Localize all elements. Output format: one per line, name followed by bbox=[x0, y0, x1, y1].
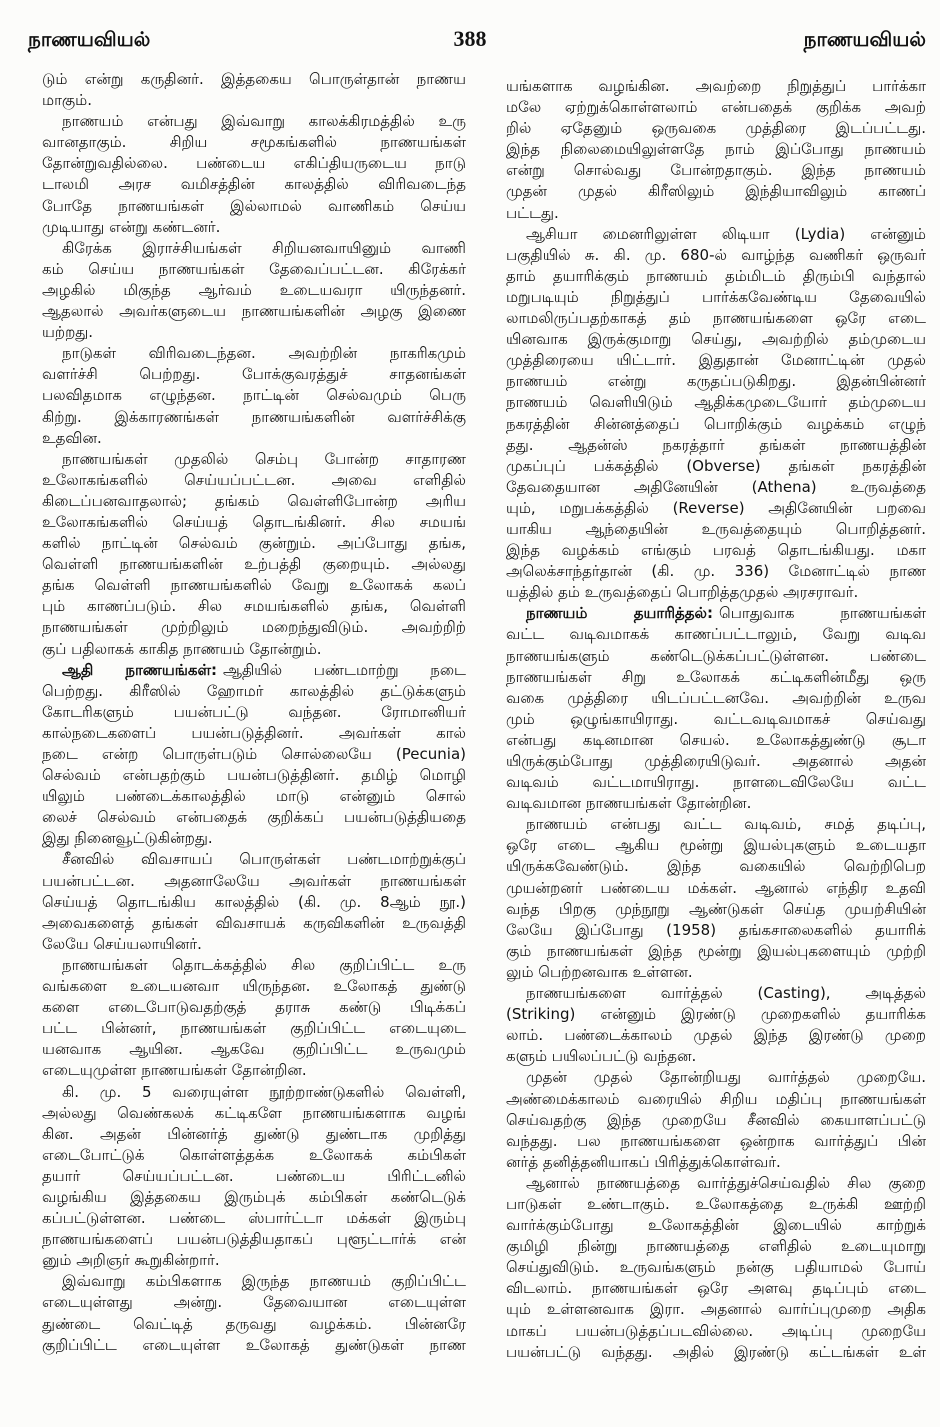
text-line: னும் அறிஞர் கூறுகின்றார். bbox=[42, 1251, 220, 1270]
text-line: என்பது கடினமான செயல். உலோகத்துண்டு சூடா bbox=[506, 730, 926, 749]
text-line: எடையுள்ளது அன்று. தேவையான எடையுள்ள bbox=[42, 1293, 466, 1312]
text-line: லேயே செய்யலாயினர். bbox=[42, 934, 202, 953]
text-line: வடிவமான நாணயங்கள் தோன்றின. bbox=[506, 794, 752, 813]
text-line: பட்ட பின்னர், நாணயங்கள் குறிப்பிட்ட எடையுடை bbox=[42, 1019, 466, 1038]
text-line: டும் என்று கருதினர். இத்தகைய பொருள்தான் நாணய bbox=[42, 70, 466, 88]
text-line: லாமலிருப்பதற்காகத் தம் நாணயங்களை ஒரே எடை bbox=[506, 309, 926, 328]
text-line: யற்றது. bbox=[42, 323, 94, 342]
text-line: வார்க்கும்போது உலோகத்தின் இடையில் காற்றுக் bbox=[506, 1216, 926, 1235]
text-line: உலோகங்களில் செய்யப்பட்டன. அவை எளிதில் bbox=[42, 470, 466, 489]
text-line: வந்தது. பல நாணயங்களை ஒன்றாக வார்த்துப் பின் bbox=[506, 1131, 926, 1150]
text-line: கம் செய்ய நாணயங்கள் தேவைப்பட்டன. கிரேக்கர் bbox=[42, 259, 466, 278]
text-line: மலே ஏற்றுக்கொள்ளலாம் என்பதைக் குறிக்க அவற் bbox=[506, 98, 926, 117]
text-line: ஆதலால் அவர்களுடைய நாணயங்களின் அழகு இணை bbox=[42, 302, 466, 321]
text-line: அண்மைக்காலம் வரையில் சிறிய மதிப்பு நாணயங்கள் bbox=[506, 1089, 926, 1108]
text-line: பயன்பட்டு வந்தது. அதில் இரண்டு கட்டங்கள் உள் bbox=[506, 1342, 926, 1361]
running-head-left: நாணயவியல் bbox=[28, 27, 151, 51]
paragraph bbox=[42, 849, 466, 954]
text-line: நாணயங்கள் முதலில் செம்பு போன்ற சாதாரண bbox=[62, 449, 466, 468]
text-line: யும், மறுபக்கத்தில் (Reverse) அதினேயின் பறவை bbox=[506, 498, 926, 517]
text-line: செய்யத் தொடங்கிய காலத்தில் (கி. மு. 8ஆம் நூ.) bbox=[42, 892, 466, 911]
text-line: நாணயம் வெளியிடும் ஆதிக்கமுடையோர் தம்முடைய bbox=[506, 393, 926, 412]
text-line: நாணயங்களும் கண்டெடுக்கப்பட்டுள்ளன. பண்டை bbox=[506, 646, 926, 665]
text-line: அலெக்சாந்தர்தான் (கி. மு. 336) மேனாட்டில் நாண bbox=[506, 562, 926, 581]
text-line: கிற்று. இக்காரணங்கள் நாணயங்களின் வளர்ச்சிக்கு bbox=[42, 407, 466, 426]
text-line: வழங்கிய இத்தகைய இரும்புக் கம்பிகள் கண்டெடுக் bbox=[42, 1187, 466, 1206]
text-line: போதே நாணயங்கள் இல்லாமல் வாணிகம் செய்ய bbox=[42, 196, 466, 215]
text-line: லைச் செல்வம் என்பதைக் குறிக்கப் பயன்படுத்தியதை bbox=[42, 808, 466, 827]
text-line: பாடுகள் உண்டாகும். உலோகத்தை உருக்கி ஊற்றி bbox=[506, 1194, 926, 1213]
text-line: முதன் முதல் தோன்றியது வார்த்தல் முறையே. bbox=[526, 1068, 926, 1087]
paragraph bbox=[506, 603, 926, 814]
text-line: யத்தில் தம் உருவத்தைப் பொறித்தமுதல் அரசராவர். bbox=[506, 583, 859, 602]
text-line: கும் நாணயங்கள் இந்த மூன்று இயல்புகளையும் முற்றி bbox=[506, 941, 926, 960]
text-line: யும் உள்ளனவாக இரா. அதனால் வார்ப்புமுறை அதிக bbox=[506, 1300, 926, 1319]
text-line: முயன்றனர் பண்டைய மக்கள். ஆனால் எந்திர உதவி bbox=[506, 878, 926, 897]
text-line: டாலமி அரச வமிசத்தின் காலத்தில் விரிவடைந்த bbox=[42, 175, 466, 194]
text-line: வகை முத்திரை யிடப்பட்டனவே. அவற்றின் உருவ bbox=[506, 688, 926, 707]
paragraph bbox=[42, 955, 466, 1082]
text-line: குப் பதிலாகக் காகித நாணயம் தோன்றும். bbox=[42, 639, 322, 658]
paragraph bbox=[506, 1173, 926, 1363]
text-line: என்று சொல்வது போன்றதாகும். இந்த நாணயம் bbox=[506, 161, 926, 180]
text-line: மாகப் பயன்படுத்தப்படவில்லை. அடிப்பு முறையே bbox=[506, 1321, 926, 1340]
text-line: இந்த வழக்கம் எங்கும் பரவத் தொடங்கியது. மகா bbox=[506, 541, 926, 560]
paragraph bbox=[42, 69, 466, 111]
text-line: அல்லது வெண்கலக் கட்டிகளே நாணயங்களாக வழங் bbox=[42, 1103, 466, 1122]
text-line: இது நினைவூட்டுகின்றது. bbox=[42, 829, 213, 848]
text-line: தங்க வெள்ளி நாணயங்களில் வேறு உலோகக் கலப் bbox=[42, 576, 466, 595]
text-line: ஆசியா மைனரிலுள்ள லிடியா (Lydia) என்னும் bbox=[526, 224, 926, 243]
text-line: லும் பெற்றனவாக உள்ளன. bbox=[506, 962, 693, 981]
text-line: நாணயங்களை வார்த்தல் (Casting), அடித்தல் bbox=[526, 984, 926, 1003]
text-line: லாம். பண்டைக்காலம் முதல் இந்த இரண்டு முறை bbox=[506, 1026, 926, 1045]
text-line-body: ஆதியில் பண்டமாற்று நடை bbox=[223, 660, 466, 679]
paragraph bbox=[42, 111, 466, 238]
text-line: கி. மு. 5 வரையுள்ள நூற்றாண்டுகளில் வெள்ளி, bbox=[62, 1082, 466, 1101]
text-line: வளர்ச்சி பெற்றது. போக்குவரத்துச் சாதனங்கள் bbox=[42, 365, 466, 384]
text-line: நடை என்ற பொருள்படும் சொல்லையே (Pecunia) bbox=[42, 745, 466, 763]
text-line: தயார் செய்யப்பட்டன. பண்டைய பிரிட்டனில் bbox=[42, 1166, 466, 1185]
text-line: இவ்வாறு கம்பிகளாக இருந்த நாணயம் குறிப்பிட்ட bbox=[62, 1272, 466, 1291]
text-line: தாம் தயாரிக்கும் நாணயம் தம்மிடம் திரும்பி வந்தால் bbox=[506, 266, 926, 285]
paragraph bbox=[42, 238, 466, 343]
text-line: எடைபோட்டுக் கொள்ளத்தக்க உலோகக் கம்பிகள் bbox=[42, 1145, 466, 1164]
right-column bbox=[506, 76, 926, 1363]
text-line: இந்த நிலைமையிலுள்ளதே நாம் இப்போது நாணயம் bbox=[506, 140, 926, 159]
text-line: நாணயங்கள் முற்றிலும் மறைந்துவிடும். அவற்றிற் bbox=[42, 618, 466, 637]
text-line: முதன் முதல் கிரீஸிலும் இந்தியாவிலும் காணப் bbox=[506, 182, 926, 201]
text-line: லேயே இப்போது (1958) தங்கசாலைகளில் தயாரிக் bbox=[506, 920, 926, 939]
text-line: (Striking) என்னும் இரண்டு முறைகளில் தயாரிக்க bbox=[506, 1005, 926, 1024]
left-column bbox=[42, 69, 466, 1356]
text-line: தேவதையான அதினேயின் (Athena) உருவத்தை bbox=[506, 477, 926, 496]
running-head-right: நாணயவியல் bbox=[803, 27, 926, 51]
text-line: யிருக்கவேண்டும். இந்த வகையில் வெற்றிபெற bbox=[506, 857, 926, 876]
paragraph bbox=[42, 343, 466, 448]
text-line: றில் ஏதேனும் ஒருவகை முத்திரை இடப்பட்டது. bbox=[506, 119, 926, 138]
paragraph bbox=[506, 983, 926, 1067]
text-line bbox=[42, 660, 466, 681]
text-line: நாணயங்கள் தொடக்கத்தில் சில குறிப்பிட்ட உரு bbox=[62, 955, 466, 974]
text-line: பலவிதமாக எழுந்தன. நாட்டின் செல்வமும் பெரு bbox=[42, 386, 466, 405]
text-line: வெள்ளி நாணயங்களின் உற்பத்தி குறையும். அல்லது bbox=[42, 555, 466, 574]
text-line: னர்த் தனித்தனியாகப் பிரித்துக்கொள்வர். bbox=[506, 1152, 781, 1171]
paragraph bbox=[42, 1082, 466, 1272]
text-line: பகுதியில் சு. கி. மு. 680-ல் வாழ்ந்த வணிகர் ஒருவர் bbox=[506, 245, 926, 264]
text-line: செல்வம் என்பதற்கும் பயன்படுத்தினர். தமிழ் மொழி bbox=[42, 766, 466, 785]
text-line: முத்திரையை யிட்டார். இதுதான் மேனாட்டின் முதல் bbox=[506, 351, 926, 370]
text-line: நாடுகள் விரிவடைந்தன. அவற்றின் நாகரிகமும் bbox=[62, 344, 466, 363]
text-line: சீனவில் விவசாயப் பொருள்கள் பண்டமாற்றுக்குப் bbox=[62, 850, 466, 869]
text-line: உலோகங்களில் செய்யத் தொடங்கினர். சில சமயங் bbox=[42, 512, 466, 531]
text-line: கப்பட்டுள்ளன. பண்டை ஸ்பார்ட்டா மக்கள் இரும்பு bbox=[42, 1209, 466, 1228]
text-line: பும் காணப்படும். சில சமயங்களில் தங்க, வெள்ளி bbox=[42, 597, 466, 616]
paragraph bbox=[506, 814, 926, 983]
text-line: நாணயம் என்று கருதப்படுகிறது. இதன்பின்னர் bbox=[506, 372, 926, 391]
text-line: கால்நடைகளைப் பயன்படுத்தினர். அவர்கள் கால் bbox=[42, 723, 466, 742]
text-line: களும் பயிலப்பட்டு வந்தன. bbox=[506, 1047, 697, 1066]
text-line: தது. ஆதன்ஸ் நகரத்தார் தங்கள் நாணயத்தின் bbox=[506, 435, 926, 454]
text-line: தோன்றுவதில்லை. பண்டைய எகிப்தியருடைய நாடு bbox=[42, 154, 466, 173]
section-heading: நாணயம் தயாரித்தல்: bbox=[526, 604, 714, 623]
text-line: உதவின. bbox=[42, 428, 102, 447]
text-line: களை எடைபோடுவதற்குத் தராசு கண்டு பிடிக்கப் bbox=[42, 998, 466, 1017]
text-line: எடையுமுள்ள நாணயங்கள் தோன்றின. bbox=[42, 1061, 307, 1080]
text-line: பட்டது. bbox=[506, 203, 559, 222]
text-line: முடியாது என்று கண்டனர். bbox=[42, 217, 221, 236]
text-line: ஒரே எடை ஆகிய மூன்று இயல்புகளும் உடையதா bbox=[506, 836, 926, 855]
paragraph bbox=[42, 449, 466, 660]
text-line: செய்துவிடும். உருவங்களும் நன்கு பதியாமல் போய் bbox=[506, 1258, 926, 1277]
text-line: யாகிய ஆந்தையின் உருவத்தையும் பொறித்தனர். bbox=[506, 519, 926, 538]
text-line: வானதாகும். சிறிய சமூகங்களில் நாணயங்கள் bbox=[42, 133, 466, 152]
text-line: குறிப்பிட்ட எடையுள்ள உலோகத் துண்டுகள் நாண bbox=[42, 1335, 466, 1354]
text-line: நாணயங்களைப் பயன்படுத்தியதாகப் புளூட்டார்க் என் bbox=[42, 1230, 466, 1249]
text-line: யனவாக ஆயின. ஆகவே குறிப்பிட்ட உருவமும் bbox=[42, 1040, 466, 1059]
text-line: நாணயங்கள் சிறு உலோகக் கட்டிகளின்மீது ஒரு bbox=[506, 667, 926, 686]
text-line: கோடரிகளும் பயன்பட்டு வந்தன. ரோமானியர் bbox=[42, 702, 466, 721]
text-line: வங்களை உடையனவா யிருந்தன. உலோகத் துண்டு bbox=[42, 977, 466, 996]
text-line: அழகில் மிகுந்த ஆர்வம் உடையவரா யிருந்தனர். bbox=[42, 280, 466, 299]
text-line: யிருக்கும்போது முத்திரையிடுவர். அதனால் அதன் bbox=[506, 752, 926, 770]
text-line: மாகும். bbox=[42, 91, 92, 110]
text-line bbox=[506, 603, 926, 624]
text-line: களில் நாட்டின் செல்வம் குன்றும். அப்போது தங்க, bbox=[42, 534, 466, 553]
text-line: பயன்பட்டன. அதனாலேயே அவர்கள் நாணயங்கள் bbox=[42, 871, 466, 890]
page-number: 388 bbox=[453, 26, 487, 51]
paragraph bbox=[42, 660, 466, 850]
text-line: அவைகளைத் தங்கள் விவசாயக் கருவிகளின் உருவத்தி bbox=[42, 913, 466, 932]
paragraph bbox=[506, 1067, 926, 1172]
text-line: யங்களாக வழங்கின. அவற்றை நிறுத்துப் பார்க்கா bbox=[506, 77, 926, 95]
paragraph bbox=[506, 224, 926, 604]
text-line: செய்வதற்கு இந்த முறையே சீனவில் கையாளப்பட்டு bbox=[506, 1110, 926, 1129]
text-line-body: பொதுவாக நாணயங்கள் bbox=[719, 604, 926, 623]
text-line: கிடைப்பனவாதலால்; தங்கம் வெள்ளிபோன்ற அரிய bbox=[42, 491, 466, 510]
text-line: குமிழி நின்று நாணயத்தை எளிதில் உடையுமாறு bbox=[506, 1237, 926, 1256]
text-line: துண்டை வெட்டித் தருவது வழக்கம். பின்னரே bbox=[42, 1314, 466, 1333]
text-line: யிலும் பண்டைக்காலத்தில் மாடு என்னும் சொல் bbox=[42, 787, 466, 806]
text-line: விடலாம். நாணயங்கள் ஒரே அளவு தடிப்பும் எடை bbox=[506, 1279, 926, 1298]
text-line: மறுபடியும் நிறுத்துப் பார்க்கவேண்டிய தேவையில் bbox=[506, 287, 926, 306]
text-line: மும் ஒழுங்காயிராது. வட்டவடிவமாகச் செய்வது bbox=[506, 709, 926, 728]
text-line: நகரத்தின் சின்னத்தைப் பொறிக்கும் வழக்கம் எழுந் bbox=[506, 414, 926, 433]
text-line: வடிவம் வட்டமாயிராது. நாளடைவிலேயே வட்ட bbox=[506, 773, 926, 792]
section-heading: ஆதி நாணயங்கள்: bbox=[62, 660, 218, 679]
text-line: முகப்புப் பக்கத்தில் (Obverse) தங்கள் நகரத்தின் bbox=[506, 456, 926, 475]
text-line: நாணயம் என்பது இவ்வாறு காலக்கிரமத்தில் உரு bbox=[62, 112, 466, 131]
text-line: கின. அதன் பின்னர்த் துண்டு துண்டாக முறித்து bbox=[42, 1124, 466, 1143]
text-line: கிரேக்க இராச்சியங்கள் சிறியனவாயினும் வாணி bbox=[62, 238, 466, 257]
text-line: வட்ட வடிவமாகக் காணப்பட்டாலும், வேறு வடிவ bbox=[506, 625, 926, 644]
paragraph bbox=[506, 76, 926, 224]
text-line: வந்த பிறகு முந்நூறு ஆண்டுகள் செய்த முயற்சியின் bbox=[506, 899, 926, 918]
paragraph bbox=[42, 1271, 466, 1355]
text-line: நாணயம் என்பது வட்ட வடிவம், சமத் தடிப்பு, bbox=[526, 815, 926, 834]
text-line: பெற்றது. கிரீஸில் ஹோமர் காலத்தில் தட்டுக்களும் bbox=[42, 681, 466, 700]
text-line: யினவாக இருக்குமாறு செய்து, அவற்றில் தம்முடைய bbox=[506, 330, 926, 349]
text-line: ஆனால் நாணயத்தை வார்த்துச்செய்வதில் சில குறை bbox=[526, 1173, 926, 1192]
